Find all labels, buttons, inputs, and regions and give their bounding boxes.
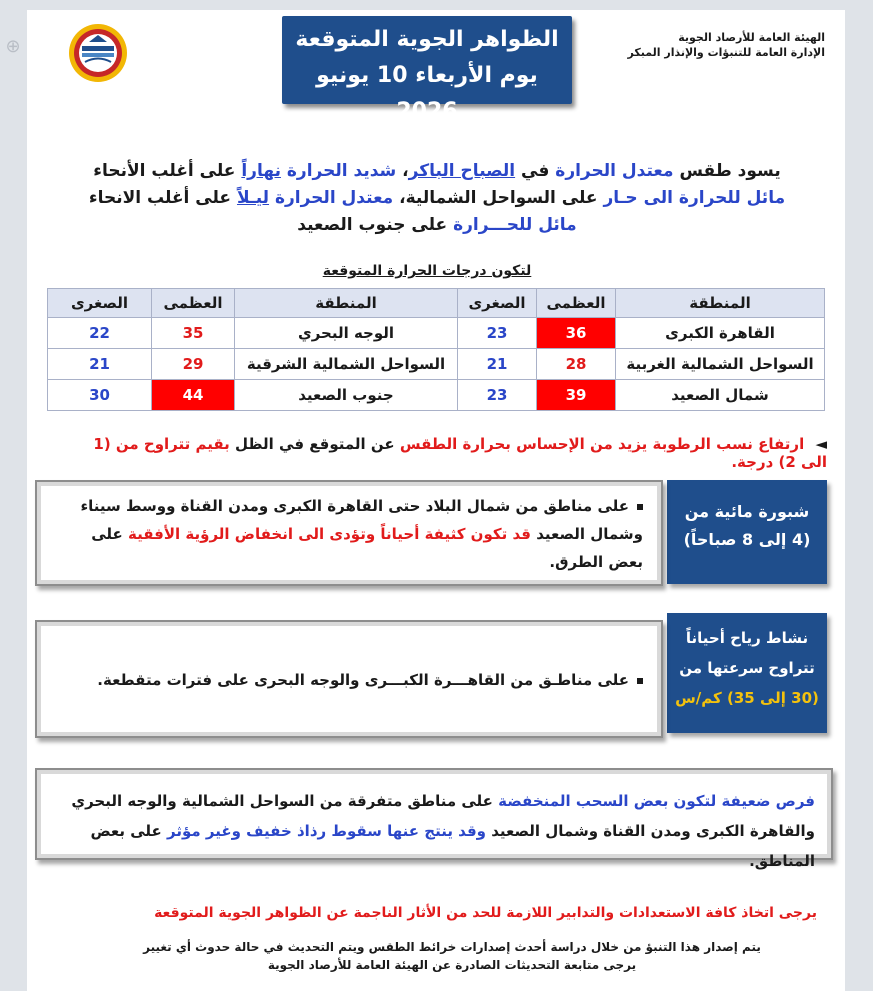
max-temp-cell: 35 (152, 318, 235, 349)
clouds-text: على مناطق متفرقة من السواحل الشمالية والوجه البحري والقاهرة الكبرى ومدن القناة وشمال الصعيد (71, 792, 815, 840)
square-bullet-icon (637, 678, 643, 684)
left-arrow-icon: ◄ (815, 435, 827, 453)
ema-logo (67, 22, 129, 84)
summary-highlight: مائل للحرارة الى حـار (603, 188, 786, 208)
wind-tag-subtitle: تتراوح سرعتها من (679, 659, 815, 677)
region-cell: الوجه البحري (235, 318, 458, 349)
clouds-panel (35, 768, 833, 870)
org-line-1: الهيئة العامة للأرصاد الجوية (678, 31, 825, 44)
min-temp-cell: 21 (48, 349, 152, 380)
wind-tag-title: نشاط رياح أحياناً (685, 629, 809, 647)
summary-highlight: معتدل الحرارة (274, 188, 394, 208)
org-line-2: الإدارة العامة للتنبؤات والإنذار المبكر (627, 46, 825, 59)
max-temp-cell: 29 (152, 349, 235, 380)
zoom-in-icon[interactable]: ⊕ (5, 36, 21, 57)
fog-text: على بعض الطرق. (91, 525, 643, 571)
summary-text: يسود طقس (679, 161, 781, 181)
footer-warning: يرجى اتخاذ كافة الاستعدادات والتدابير اللازمة للحد من الأثار الناجمة عن الظواهر الجوية المتوقعة (154, 905, 817, 921)
clouds-text: على بعض المناطق. (90, 822, 815, 870)
clouds-highlight: فرص ضعيفة لتكون بعض السحب المنخفضة (498, 792, 815, 810)
table-caption: لتكون درجات الحرارة المتوقعة (322, 263, 532, 279)
organization-header (605, 30, 825, 60)
wind-tag-speed: (30 إلى 35) كم/س (675, 689, 819, 707)
clouds-highlight: وقد ينتج عنها سقوط رذاذ خفيف وغير مؤثر (167, 822, 486, 840)
summary-highlight: نهاراً (241, 161, 281, 181)
min-temp-cell: 21 (458, 349, 537, 380)
table-row (48, 318, 825, 349)
column-header-max: العظمى (537, 289, 616, 318)
summary-highlight: معتدل الحرارة (555, 161, 674, 181)
column-header-region: المنطقة (616, 289, 825, 318)
footer-line-2: يرجى متابعة التحديثات الصادرة عن الهيئة العامة للأرصاد الجوية (267, 958, 637, 972)
summary-text: على السواحل الشمالية، (399, 188, 598, 208)
humidity-note (67, 435, 827, 471)
bulletin-page (27, 10, 845, 991)
table-row (48, 349, 825, 380)
wind-panel (35, 620, 663, 738)
fog-panel (35, 480, 663, 586)
fog-tag-title: شبورة مائية من (684, 502, 810, 521)
note-text: عن المتوقع في الظل (235, 435, 395, 453)
column-header-min: الصغرى (48, 289, 152, 318)
wind-tag (667, 613, 827, 733)
region-cell: القاهرة الكبرى (616, 318, 825, 349)
footer-notes (107, 938, 797, 974)
note-highlight: ارتفاع نسب الرطوبة يزيد من الإحساس بحرارة الطقس (399, 435, 805, 453)
title-line-1: الظواهر الجوية المتوقعة (295, 27, 559, 52)
table-header-row (48, 289, 825, 318)
temperature-table (47, 288, 825, 411)
summary-highlight: مائل للحـــرارة (453, 215, 577, 235)
summary-highlight: ليـلاً (236, 188, 270, 208)
min-temp-cell: 30 (48, 380, 152, 411)
summary-text: على أغلب الانحاء (88, 188, 232, 208)
summary-text: على أغلب الأنحاء (93, 161, 236, 181)
square-bullet-icon (637, 504, 643, 510)
region-cell: جنوب الصعيد (235, 380, 458, 411)
summary-text: ، (402, 161, 409, 181)
fog-tag (667, 480, 827, 584)
summary-text: على جنوب الصعيد (297, 215, 448, 235)
title-banner (282, 16, 572, 124)
summary-text: في (521, 161, 550, 181)
fog-tag-time: (4 إلى 8 صباحاً) (683, 530, 811, 549)
column-header-max: العظمى (152, 289, 235, 318)
column-header-region: المنطقة (235, 289, 458, 318)
min-temp-cell: 22 (48, 318, 152, 349)
max-temp-cell: 39 (537, 380, 616, 411)
summary-highlight: شديد الحرارة (286, 161, 397, 181)
title-date: يوم الأربعاء 10 يونيو 2026 (316, 63, 538, 124)
column-header-min: الصغرى (458, 289, 537, 318)
min-temp-cell: 23 (458, 318, 537, 349)
region-cell: شمال الصعيد (616, 380, 825, 411)
fog-text: على مناطق من شمال البلاد حتى القاهرة الكبرى ومدن القناة ووسط سيناء وشمال الصعيد (80, 497, 643, 543)
fog-highlight: قد تكون كثيفة أحياناً وتؤدى الى انخفاض الرؤية الأفقية (128, 525, 531, 543)
table-row (48, 380, 825, 411)
max-temp-cell: 28 (537, 349, 616, 380)
footer-line-1: يتم إصدار هذا التنبؤ من خلال دراسة أحدث إصدارات خرائط الطقس ويتم التحديث في حالة حدوث أي تغيير (143, 940, 761, 954)
weather-summary (87, 158, 787, 239)
region-cell: السواحل الشمالية الغربية (616, 349, 825, 380)
max-temp-cell: 36 (537, 318, 616, 349)
wind-text: على مناطـق من القاهـــرة الكبـــرى والوجه البحرى على فترات متقطعة. (97, 671, 629, 689)
min-temp-cell: 23 (458, 380, 537, 411)
note-highlight: بقيم تتراوح من (1 الى 2) درجة. (93, 435, 827, 471)
region-cell: السواحل الشمالية الشرقية (235, 349, 458, 380)
max-temp-cell: 44 (152, 380, 235, 411)
summary-highlight: الصباح الباكر (408, 161, 516, 181)
